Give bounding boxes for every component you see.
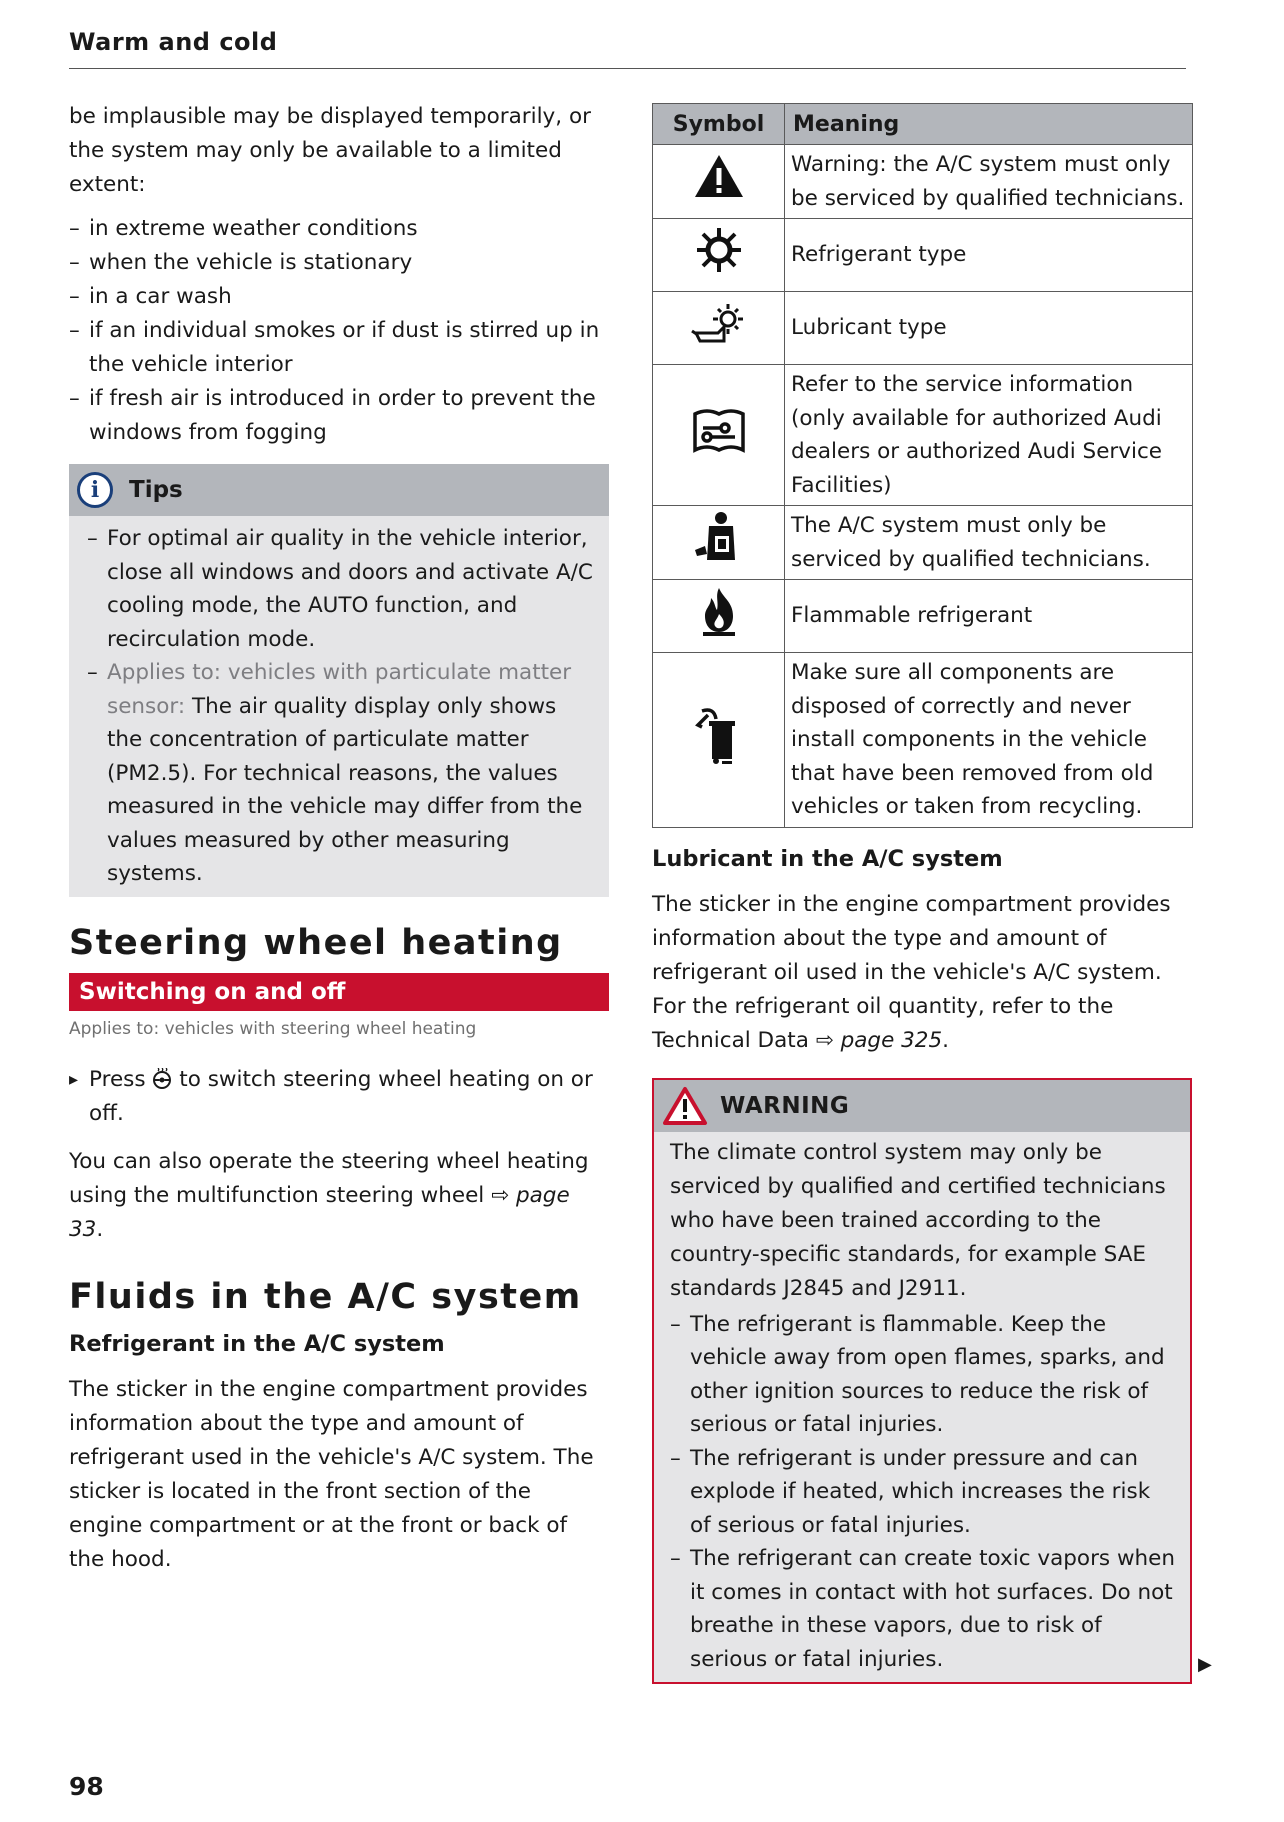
tips-item-text: The air quality display only shows the concentration of particulate matter (PM2.5). For technical reasons, the values measured in the vehicle may differ from the values measured by other measuring systems. (107, 693, 583, 886)
warning-item: – The refrigerant can create toxic vapors when it comes in contact with hot surfaces. Do not breathe in these vapors, due to risk of serious or fatal injuries. (670, 1542, 1176, 1676)
tips-item: – For optimal air quality in the vehicle interior, close all windows and doors and activate A/C cooling mode, the AUTO function, and recirculation mode. (87, 522, 595, 656)
warning-triangle-icon (693, 153, 745, 199)
warning-box (652, 1078, 1192, 1685)
steering-paragraph (69, 1145, 609, 1247)
column-header-symbol: Symbol (653, 104, 785, 145)
lubricant-paragraph (652, 888, 1192, 1058)
instruction-step (69, 1063, 609, 1131)
symbols-table (652, 103, 1193, 828)
warning-item: – The refrigerant is flammable. Keep the vehicle away from open flames, sparks, and other ignition sources to reduce the risk of serious or fatal injuries. (670, 1308, 1176, 1442)
meaning-cell: Make sure all components are disposed of correctly and never install components in the vehicle that have been removed from old vehicles or taken from recycling. (785, 653, 1193, 828)
list-item: – in a car wash (69, 280, 609, 314)
tips-item (87, 656, 595, 891)
meaning-cell: Lubricant type (785, 292, 1193, 365)
press-rest: to switch steering wheel heating on or off. (89, 1066, 593, 1126)
warning-title: WARNING (720, 1092, 850, 1119)
warning-body (654, 1132, 1190, 1683)
flame-icon (699, 586, 739, 636)
meaning-cell: Refrigerant type (785, 219, 1193, 292)
table-row (653, 580, 1193, 653)
list-item: – in extreme weather conditions (69, 212, 609, 246)
paragraph-text: You can also operate the steering wheel heating using the multifunction steering wheel (69, 1148, 589, 1208)
right-column (652, 103, 1192, 1684)
steering-wheel-heating-icon (152, 1068, 172, 1090)
intro-paragraph: be implausible may be displayed temporarily, or the system may only be available to a limited extent: (69, 104, 591, 197)
refrigerant-subheading: Refrigerant in the A/C system (69, 1330, 445, 1357)
tips-box (69, 464, 609, 897)
list-item: – when the vehicle is stationary (69, 246, 609, 280)
page-number: 98 (69, 1772, 104, 1801)
steering-heading: Steering wheel heating (69, 922, 563, 963)
table-row (653, 506, 1193, 580)
tips-title: Tips (129, 477, 183, 503)
info-icon: i (77, 472, 113, 508)
table-header-row (653, 104, 1193, 145)
applies-note: Applies to: vehicles with steering wheel heating (69, 1018, 477, 1039)
tips-list (69, 516, 609, 897)
service-manual-icon (691, 406, 747, 454)
switching-bar: Switching on and off (69, 973, 609, 1011)
symbol-cell (653, 219, 785, 292)
warning-intro: The climate control system may only be serviced by qualified and certified technicians who have been trained according to the country-specific standards, for example SAE standards J2845 and J2911. (670, 1139, 1166, 1301)
warning-icon (662, 1086, 708, 1126)
running-header: Warm and cold (69, 28, 278, 56)
list-item: – if an individual smokes or if dust is stirred up in the vehicle interior (69, 314, 609, 382)
press-text: Press (89, 1066, 146, 1092)
paragraph-end: . (96, 1216, 104, 1242)
refrigerant-icon (694, 225, 744, 275)
meaning-cell: Warning: the A/C system must only be serviced by qualified technicians. (785, 145, 1193, 219)
column-header-meaning: Meaning (785, 104, 1193, 145)
table-row (653, 219, 1193, 292)
symbol-cell (653, 145, 785, 219)
warning-header (654, 1080, 1190, 1132)
warning-item: – The refrigerant is under pressure and can explode if heated, which increases the risk of serious or fatal injuries. (670, 1442, 1176, 1543)
left-column (69, 100, 609, 1577)
symbol-cell (653, 580, 785, 653)
list-item: – if fresh air is introduced in order to prevent the windows from fogging (69, 382, 609, 450)
recycling-bin-icon (694, 705, 744, 765)
table-row (653, 365, 1193, 506)
header-divider (69, 68, 1186, 69)
lubricant-icon (690, 299, 748, 347)
meaning-cell: The A/C system must only be serviced by qualified technicians. (785, 506, 1193, 580)
symbol-cell (653, 506, 785, 580)
symbol-cell (653, 653, 785, 828)
fluids-heading: Fluids in the A/C system (69, 1276, 582, 1317)
symbol-cell (653, 365, 785, 506)
paragraph-end: . (942, 1027, 950, 1053)
table-row (653, 653, 1193, 828)
continue-arrow-icon: ▶ (1198, 1654, 1212, 1675)
lubricant-subheading: Lubricant in the A/C system (652, 845, 1003, 872)
table-row (653, 292, 1193, 365)
conditions-list (69, 212, 609, 450)
symbol-cell (653, 292, 785, 365)
refrigerant-paragraph: The sticker in the engine compartment provides information about the type and amount of refrigerant used in the vehicle's A/C system. The sticker is located in the front section of the engine compartment or at the front or back of the hood. (69, 1376, 594, 1572)
applies-note: Applies to: vehicles with particulate matter sensor: (107, 660, 572, 719)
page-reference[interactable]: ⇨ page 33 (69, 1182, 570, 1242)
tips-header (69, 464, 609, 516)
meaning-cell: Refer to the service information (only available for authorized Audi dealers or authorized Audi Service Facilities) (785, 365, 1193, 506)
technician-icon (693, 510, 745, 564)
warning-list (670, 1308, 1176, 1677)
table-row (653, 145, 1193, 219)
meaning-cell: Flammable refrigerant (785, 580, 1193, 653)
paragraph-text: The sticker in the engine compartment provides information about the type and amount of refrigerant oil used in the vehicle's A/C system. For the refrigerant oil quantity, refer to the Technical Data (652, 891, 1171, 1053)
page-reference[interactable]: ⇨ page 325 (815, 1027, 943, 1053)
